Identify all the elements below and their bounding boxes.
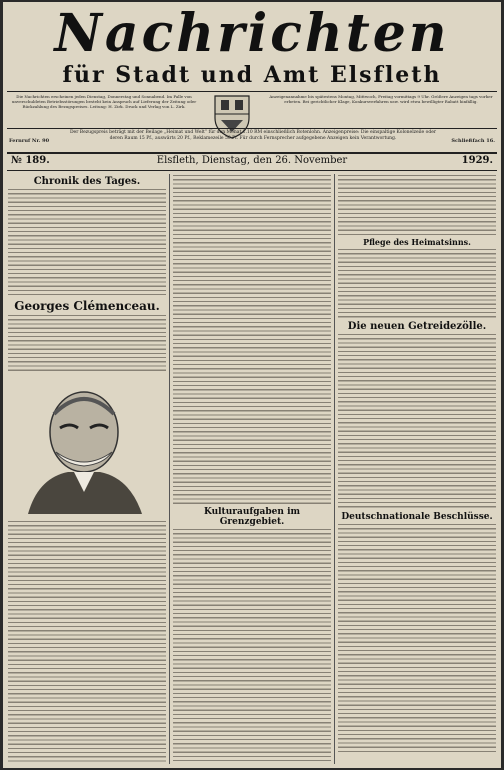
newspaper-page (3, 2, 501, 768)
article-heading: Die neuen Getreidezölle. (347, 321, 487, 332)
advert-info: Anzeigenannahme bis spätestens Montag, Mittwoch, Freitag vormittags 9 Uhr. Größere Anzeigen tags vorher erbeten. Bei gerichtlicher Klage, Konkursverfahren usw. wird etwa bewilligter Rabatt hinfällig. (269, 94, 493, 104)
issue-year: 1929. (461, 155, 493, 166)
article-text (8, 521, 166, 764)
article-text (338, 334, 496, 510)
article-text (338, 175, 496, 235)
masthead-subtitle: für Stadt und Amt Elsfleth (62, 62, 442, 88)
column-divider (334, 174, 335, 764)
article-text (338, 524, 496, 754)
article-text (173, 529, 331, 764)
publisher-info: Die Nachrichten erscheinen jeden Dienstag, Donnerstag und Sonnabend. Im Falle von unverschuldeten Betriebsstörungen besteht kein Anspruch auf Lieferung der Zeitung oder Rückzahlung des Bezugspreises. Leitung: H. Zirk. Druck und Verlag von L. Zirk. (11, 94, 197, 109)
divider (7, 128, 497, 129)
portrait-illustration (8, 374, 166, 514)
article-text (8, 315, 166, 371)
section-heading: Chronik des Tages. (33, 176, 141, 187)
article-heading: Kulturaufgaben im Grenzgebiet. (203, 507, 301, 527)
article-text (338, 249, 496, 319)
issue-number: № 189. (11, 155, 50, 166)
column-divider (169, 174, 170, 764)
article-text (8, 189, 166, 297)
article-heading: Georges Clémenceau. (14, 299, 160, 313)
column-3 (338, 174, 496, 764)
article-heading: Pflege des Heimatsinns. (363, 237, 471, 247)
phone-number: Fernruf Nr. 90 (9, 138, 50, 144)
article-text (173, 175, 331, 505)
masthead-title: Nachrichten (54, 3, 450, 64)
divider (7, 170, 497, 171)
divider (7, 152, 497, 154)
place-date: Elsfleth, Dienstag, den 26. November (156, 155, 348, 166)
subscription-info: Der Bezugspreis beträgt mit der Beilage „Heimat und Welt“ für den Monat 1.10 RM einschließlich Botenlohn. Anzeigenpreise: Die einspaltige Kolonelzeile oder deren Raum 15 Pf., auswärts 20 Pf., Reklamezeile 50 Pf. Für durch Fernsprecher aufgegebene Anzeigen kein Verantwortung. (69, 130, 437, 141)
column-2 (173, 174, 331, 764)
dateline (3, 155, 501, 169)
article-heading: Deutschnationale Beschlüsse. (341, 512, 493, 522)
mailbox-number: Schließfach 16. (451, 138, 495, 144)
column-1 (8, 174, 166, 764)
